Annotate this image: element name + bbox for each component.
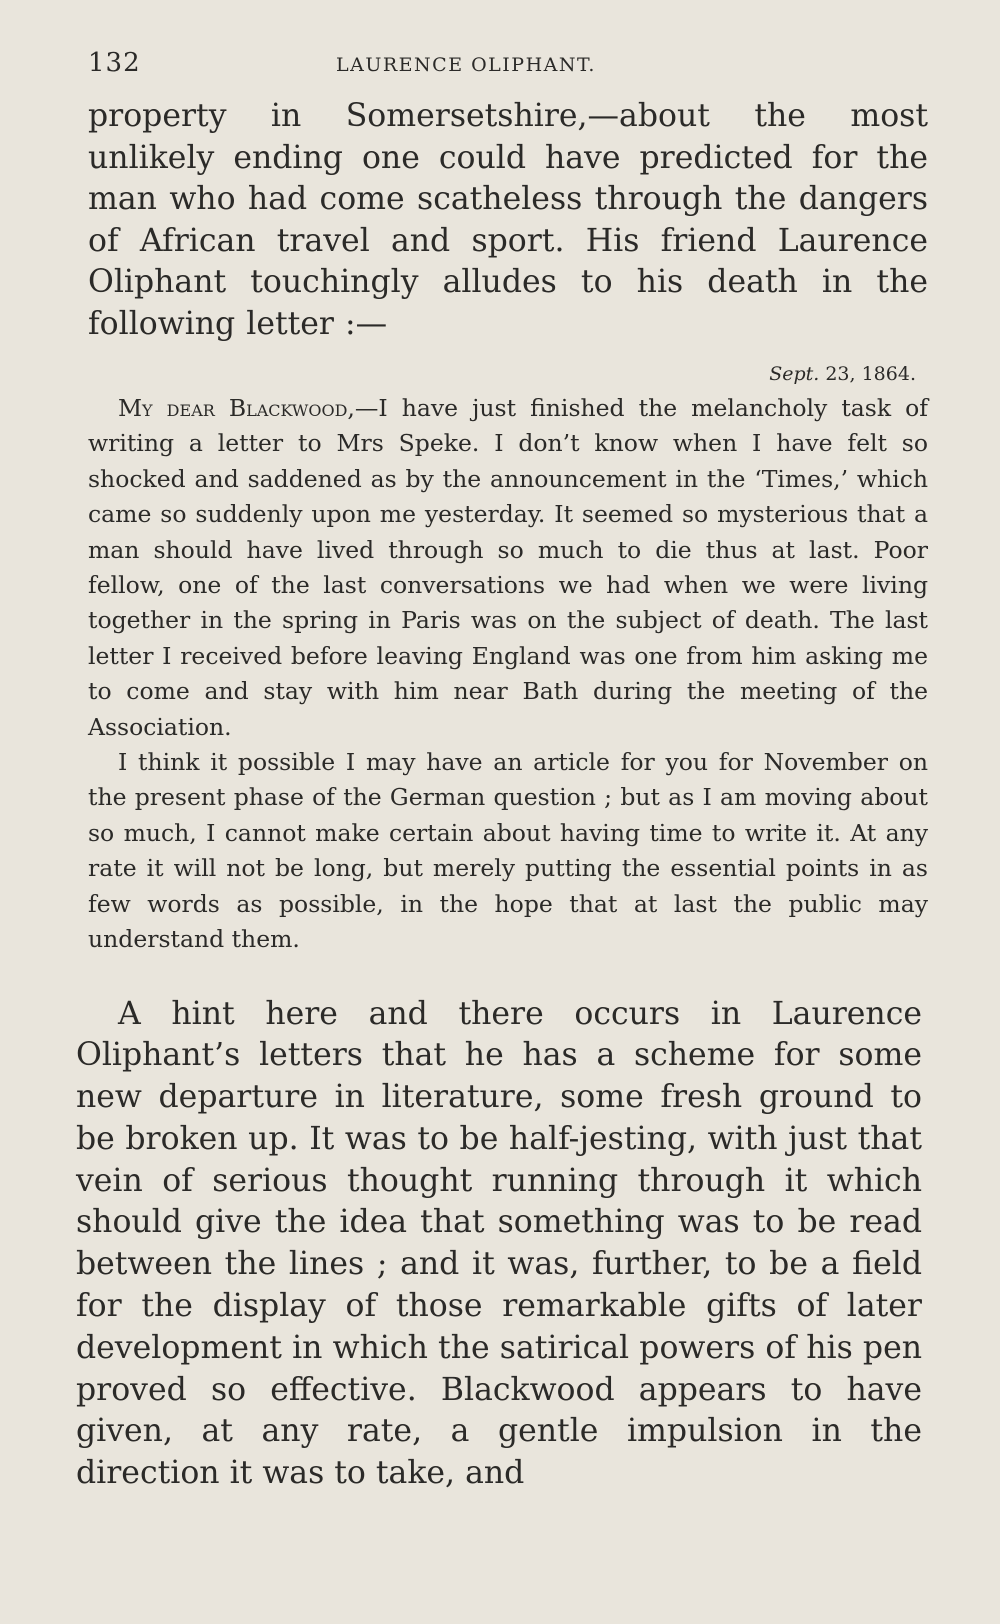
page-number: 132 bbox=[88, 48, 141, 78]
intro-paragraph: property in Somersetshire,—about the most unlikely ending one could have predicted for the man who had come scatheless through the dangers of African travel and sport. His friend Laurence Oliphant touchingly alludes to his death in the following letter :— bbox=[88, 98, 928, 342]
letter-date-rest: 23, 1864. bbox=[819, 363, 916, 385]
quoted-letter bbox=[88, 391, 928, 958]
letter-paragraph-2: I think it possible I may have an article for you for November on the present phase of the German question ; but as I am moving about so much, I cannot make certain about having time to write it. At any rate it will not be long, but merely putting the essential points in as few words as possible, in the hope that at last the public may understand them. bbox=[88, 748, 928, 954]
letter-salutation: My dear Blackwood, bbox=[118, 394, 355, 422]
continuation-paragraph: A hint here and there occurs in Laurence Oliphant’s letters that he has a scheme for some new departure in literature, some fresh ground to be broken up. It was to be half-jesting, with just that vein of serious thought running through it which should give the idea that something was to be read between the lines ; and it was, further, to be a field for the display of those remarkable gifts of later development in which the satirical powers of his pen proved so effective. Blackwood appears to have given, at any rate, a gentle impulsion in the direction it was to take, and bbox=[76, 995, 922, 1492]
letter-date bbox=[88, 363, 916, 385]
letter-date-month: Sept. bbox=[769, 363, 820, 385]
running-head bbox=[88, 48, 928, 88]
letter-paragraph-1-text: —I have just finished the melancholy task of writing a letter to Mrs Speke. I don’t know when I have felt so shocked and saddened as by the announcement in the ‘Times,’ which came so suddenly upon me yesterday. It seemed so mysterious that a man should have lived through so much to die thus at last. Poor fellow, one of the last conversations we had when we were living together in the spring in Paris was on the subject of death. The last letter I received before leaving England was one from him asking me to come and stay with him near Bath during the meeting of the Association. bbox=[88, 394, 928, 741]
running-title: LAURENCE OLIPHANT. bbox=[336, 54, 596, 76]
letter-paragraph-1 bbox=[88, 391, 928, 745]
